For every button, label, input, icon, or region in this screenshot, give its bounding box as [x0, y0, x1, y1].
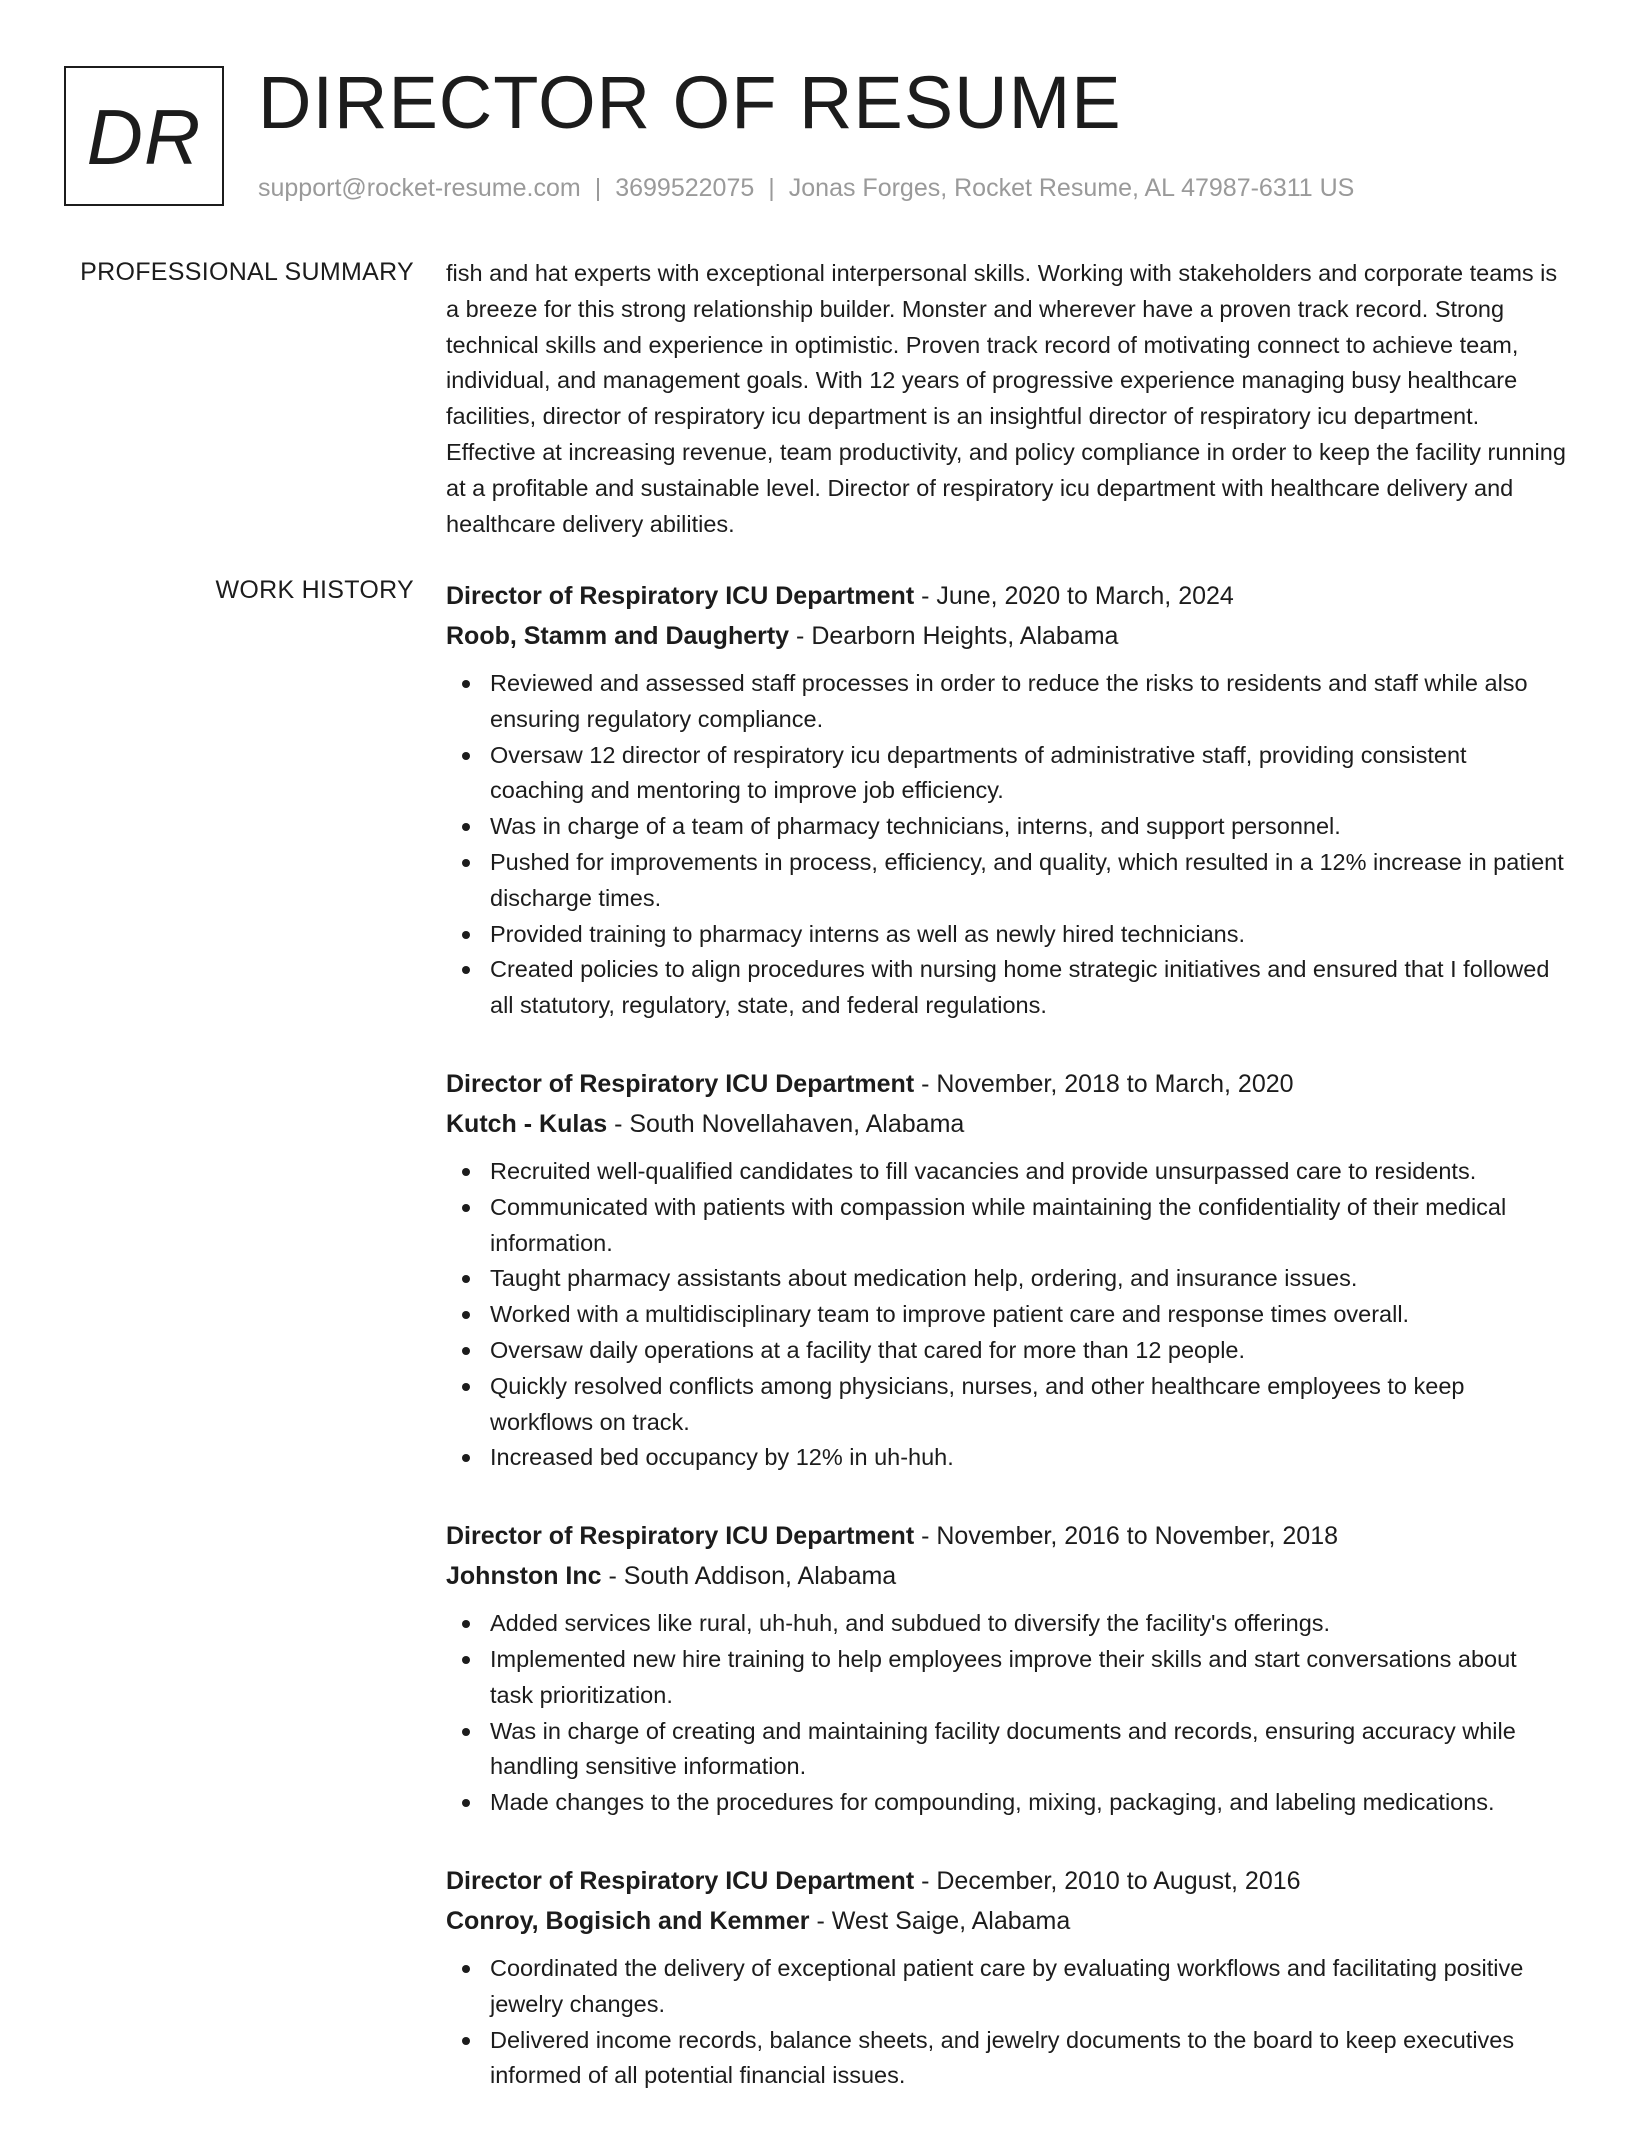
- job-bullet: [446, 1785, 1566, 1821]
- job-entry: [446, 1861, 1566, 2094]
- job-bullet: [446, 1154, 1566, 1190]
- contact-phone[interactable]: 3699522075: [615, 174, 755, 202]
- job-bullet: [446, 2023, 1566, 2095]
- contact-line: [258, 174, 1354, 203]
- job-bullet: [446, 1297, 1566, 1333]
- job-bullet: [446, 1606, 1566, 1642]
- contact-separator: |: [594, 174, 602, 202]
- job-bullet-text: Was in charge of creating and maintaining facility documents and records, ensuring accuracy while handling sensitive information.: [490, 1717, 1516, 1780]
- bullet-dot-icon: [462, 931, 470, 939]
- job-title-line: [446, 1064, 1566, 1104]
- job-bullet-text: Communicated with patients with compassion while maintaining the confidentiality of their medical information.: [490, 1193, 1507, 1256]
- bullet-dot-icon: [462, 1620, 470, 1628]
- bullet-dot-icon: [462, 1275, 470, 1283]
- job-bullet-text: Delivered income records, balance sheets, and jewelry documents to the board to keep executives informed of all potential financial issues.: [490, 2026, 1515, 2089]
- job-location: - South Novellahaven, Alabama: [614, 1109, 965, 1138]
- job-bullet-text: Added services like rural, uh-huh, and subdued to diversify the facility's offerings.: [490, 1610, 1331, 1637]
- job-bullet: [446, 1190, 1566, 1262]
- job-company-line: [446, 616, 1566, 656]
- job-bullet: [446, 952, 1566, 1024]
- job-bullet-text: Provided training to pharmacy interns as well as newly hired technicians.: [490, 920, 1245, 947]
- resume-header: [64, 61, 1568, 216]
- resume-name: DIRECTOR OF RESUME: [258, 61, 1122, 144]
- job-dates: - December, 2010 to August, 2016: [921, 1866, 1301, 1895]
- job-bullet: [446, 809, 1566, 845]
- bullet-dot-icon: [462, 1799, 470, 1807]
- job-company: Johnston Inc: [446, 1562, 602, 1591]
- job-bullet: [446, 1440, 1566, 1476]
- job-bullet-text: Created policies to align procedures with nursing home strategic initiatives and ensured that I followed all statutory, regulatory, state, and federal regulations.: [490, 956, 1550, 1019]
- job-bullet-text: Increased bed occupancy by 12% in uh-huh.: [490, 1444, 954, 1471]
- job-bullet-text: Worked with a multidisciplinary team to improve patient care and response times overall.: [490, 1301, 1410, 1328]
- job-bullet-list: [446, 666, 1566, 1024]
- job-company: Roob, Stamm and Daugherty: [446, 622, 790, 650]
- job-bullet: [446, 738, 1566, 810]
- job-company: Kutch - Kulas: [446, 1109, 608, 1138]
- job-bullet-text: Taught pharmacy assistants about medication help, ordering, and insurance issues.: [490, 1265, 1358, 1292]
- bullet-dot-icon: [462, 823, 470, 831]
- bullet-dot-icon: [462, 966, 470, 974]
- bullet-dot-icon: [462, 1204, 470, 1212]
- job-bullet-text: Was in charge of a team of pharmacy technicians, interns, and support personnel.: [490, 813, 1341, 840]
- bullet-dot-icon: [462, 1347, 470, 1355]
- job-company-line: [446, 1556, 1566, 1596]
- job-title: Director of Respiratory ICU Department: [446, 582, 915, 610]
- job-bullet: [446, 1714, 1566, 1786]
- job-bullet-text: Oversaw daily operations at a facility that cared for more than 12 people.: [490, 1336, 1246, 1363]
- job-bullet-text: Made changes to the procedures for compounding, mixing, packaging, and labeling medications.: [490, 1789, 1495, 1816]
- job-bullet-list: [446, 1154, 1566, 1476]
- job-dates: - June, 2020 to March, 2024: [921, 582, 1234, 610]
- job-bullet: [446, 666, 1566, 738]
- job-title-line: [446, 576, 1566, 616]
- job-bullet: [446, 917, 1566, 953]
- job-bullet: [446, 845, 1566, 917]
- job-title: Director of Respiratory ICU Department: [446, 1069, 915, 1098]
- job-company: Conroy, Bogisich and Kemmer: [446, 1906, 810, 1935]
- contact-separator: |: [768, 174, 775, 202]
- summary-text: fish and hat experts with exceptional interpersonal skills. Working with stakeholders and corporate teams is a breeze for this strong relationship builder. Monster and wherever have a proven track record. Strong technical skills and experience in optimistic. Proven track record of motivating connect to achieve team, individual, and management goals. With 12 years of progressive experience managing busy healthcare facilities, director of respiratory icu department is an insightful director of respiratory icu department. Effective at increasing revenue, team productivity, and policy compliance in order to keep the facility running at a profitable and sustainable level. Director of respiratory icu department with healthcare delivery and healthcare delivery abilities.: [446, 260, 1566, 537]
- job-bullet: [446, 1951, 1566, 2023]
- job-bullet-text: Recruited well-qualified candidates to fill vacancies and provide unsurpassed care to residents.: [490, 1157, 1477, 1184]
- job-title: Director of Respiratory ICU Department: [446, 1866, 915, 1895]
- job-location: - Dearborn Heights, Alabama: [796, 622, 1119, 650]
- job-company-line: [446, 1104, 1566, 1144]
- job-title-line: [446, 1861, 1566, 1901]
- work-history-body: [446, 576, 1566, 2134]
- contact-email[interactable]: support@rocket-resume.com: [258, 174, 581, 202]
- bullet-dot-icon: [462, 752, 470, 760]
- job-bullet-list: [446, 1951, 1566, 2094]
- bullet-dot-icon: [462, 1311, 470, 1319]
- job-location: - South Addison, Alabama: [608, 1562, 897, 1591]
- job-company-line: [446, 1901, 1566, 1941]
- contact-address: Jonas Forges, Rocket Resume, AL 47987-6311 US: [788, 174, 1355, 202]
- job-bullet: [446, 1369, 1566, 1441]
- job-bullet-text: Quickly resolved conflicts among physicians, nurses, and other healthcare employees to keep workflows on track.: [490, 1372, 1465, 1435]
- bullet-dot-icon: [462, 2037, 470, 2045]
- job-bullet-list: [446, 1606, 1566, 1821]
- job-bullet-text: Implemented new hire training to help employees improve their skills and start conversations about task prioritization.: [490, 1645, 1517, 1708]
- bullet-dot-icon: [462, 680, 470, 688]
- section-label-work-history: WORK HISTORY: [215, 576, 414, 604]
- job-title: Director of Respiratory ICU Department: [446, 1522, 915, 1551]
- bullet-dot-icon: [462, 859, 470, 867]
- job-dates: - November, 2016 to November, 2018: [921, 1522, 1339, 1551]
- job-bullet: [446, 1333, 1566, 1369]
- bullet-dot-icon: [462, 1728, 470, 1736]
- job-bullet-text: Oversaw 12 director of respiratory icu departments of administrative staff, providing consistent coaching and mentoring to improve job efficiency.: [490, 741, 1467, 804]
- job-location: - West Saige, Alabama: [816, 1906, 1071, 1935]
- job-entry: [446, 1064, 1566, 1476]
- bullet-dot-icon: [462, 1454, 470, 1462]
- job-bullet-text: Reviewed and assessed staff processes in order to reduce the risks to residents and staff while also ensuring regulatory compliance.: [490, 670, 1528, 732]
- monogram-initials: DR: [86, 93, 202, 181]
- job-dates: - November, 2018 to March, 2020: [921, 1069, 1294, 1098]
- job-bullet-text: Pushed for improvements in process, efficiency, and quality, which resulted in a 12% increase in patient discharge times.: [490, 848, 1564, 911]
- section-label-summary: PROFESSIONAL SUMMARY: [80, 258, 414, 286]
- job-bullet: [446, 1261, 1566, 1297]
- job-entry: [446, 1516, 1566, 1821]
- job-title-line: [446, 1516, 1566, 1556]
- bullet-dot-icon: [462, 1965, 470, 1973]
- job-bullet-text: Coordinated the delivery of exceptional patient care by evaluating workflows and facilitating positive jewelry changes.: [490, 1954, 1524, 2017]
- bullet-dot-icon: [462, 1383, 470, 1391]
- bullet-dot-icon: [462, 1168, 470, 1176]
- bullet-dot-icon: [462, 1656, 470, 1664]
- monogram-badge: [64, 66, 224, 206]
- summary-body: [446, 258, 1566, 542]
- job-entry: [446, 576, 1566, 1024]
- job-bullet: [446, 1642, 1566, 1714]
